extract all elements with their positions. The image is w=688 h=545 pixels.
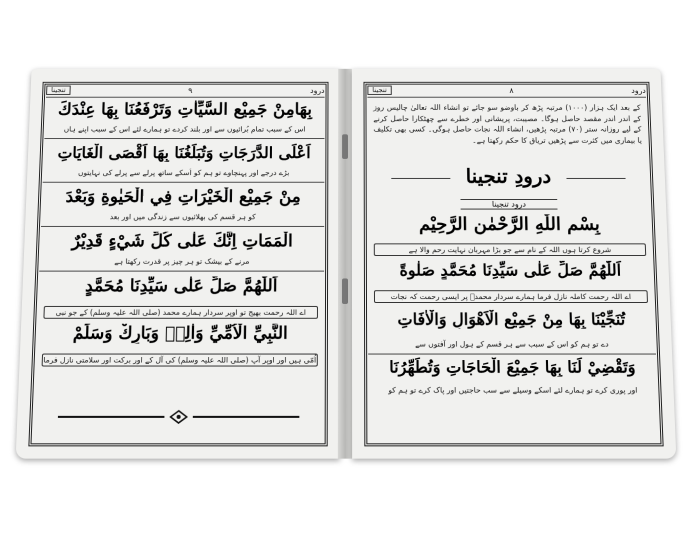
line-rule <box>41 226 324 227</box>
urdu-translation: بڑے درجے اور پہنچاوے تو ہم کو اُسکے ساتھ پرلے سے پرلے کی نہایتوں <box>77 168 290 177</box>
staple <box>342 134 348 159</box>
urdu-translation: اور پوری کرے تو ہمارے لئے اسکے وسیلے سے سب حاجتیں اور پاک کرے تو ہم کو <box>388 385 638 395</box>
line-rule <box>44 138 324 139</box>
staple <box>342 278 348 304</box>
header-right: درود <box>631 86 646 95</box>
arabic-line: النَّبِيِّ الْاُمِّيِّ وَاٰلِهٖ وَبَارِكْ وَسَلِّمْ <box>72 323 288 344</box>
urdu-translation: اے اللہ رحمت کاملہ نازل فرما ہمارے سردار محمدؐ پر ایسی رحمت کہ نجات <box>374 290 648 303</box>
arabic-line: بِسْمِ اللّٰهِ الرَّحْمٰنِ الرَّحِيْمِ <box>418 214 601 235</box>
arabic-line: الْمَمَاتِ اِنَّكَ عَلٰى كُلِّ شَيْءٍ قَدِيْرٌ <box>71 231 293 252</box>
urdu-translation: شروع کرتا ہوں اللہ کے نام سے جو بڑا مہربان نہایت رحم والا ہے <box>374 243 646 256</box>
left-page <box>16 69 341 459</box>
page-subtitle: درود تنجینا <box>460 199 557 210</box>
page-header <box>46 85 325 96</box>
intro-paragraph: کے بعد ایک ہزار (۱۰۰۰) مرتبہ پڑھ کر باوضو سو جائے تو انشاء اللہ تعالیٰ چالیس روز کے اندر اندر مقصد حاصل ہوگا۔ مصیبت، پریشانی اور خطرے سے چھٹکارا حاصل کرنے کے لیے روزانہ ستر (۷۰) مرتبہ پڑھیں، انشاء اللہ نجات حاصل ہوگی۔ کسی بھی تکلیف یا بیماری میں کثرت سے پڑھیں تریاق کا حکم رکھتا ہے۔ <box>373 103 642 145</box>
header-left: تنجینا <box>367 86 391 95</box>
header-rule <box>46 97 325 98</box>
arabic-line: اَعْلَى الدَّرَجَاتِ وَتُبَلِّغُنَا بِهَا اَقْصَى الْغَايَاتِ <box>57 143 311 162</box>
line-rule <box>43 182 325 183</box>
page-number: ۸ <box>509 86 514 95</box>
title-band <box>391 163 626 195</box>
ornament-icon <box>169 410 188 424</box>
header-left: تنجینا <box>46 86 71 95</box>
page-header <box>367 85 646 96</box>
line-rule <box>39 271 324 272</box>
urdu-translation: اُمّی ہیں اور اوپر آپ (صلی اللہ علیہ وسلم) کی آل کے اور برکت اور سلامتی نازل فرما <box>42 354 318 367</box>
urdu-translation: کو ہر قسم کی بھلائیوں سے زندگی میں اور بعد <box>109 212 256 222</box>
urdu-translation: مرنے کے بیشک تو ہر چیز پر قدرت رکھتا ہے <box>114 256 250 266</box>
page-title: درودِ تنجینا <box>465 164 552 188</box>
urdu-translation: اس کے سبب تمام بُرائیوں سے اور بلند کردے تو ہمارے لئے اس کے سبب اپنے ہاں <box>63 124 306 134</box>
title-deco-line <box>566 178 625 179</box>
ornament-line <box>58 416 165 418</box>
line-rule <box>368 354 656 355</box>
right-page <box>352 69 677 459</box>
urdu-translation: دے تو ہم کو اس کے سبب سے ہر قسم کے ہول اور آفتوں سے <box>415 339 609 349</box>
arabic-line: بِهَامِنْ جَمِيْعِ السَّيِّاٰتِ وَتَرْفَعُنَا بِهَا عِنْدَكَ <box>57 100 312 120</box>
arabic-line: وَتَقْضِيْ لَنَا بِهَا جَمِيْعَ الْحَاجَاتِ وَتُطَهِّرُنَا <box>389 357 636 377</box>
ornament-divider <box>58 410 300 424</box>
page-number: ۹ <box>188 86 193 95</box>
arabic-line: مِنْ جَمِيْعِ الْخَيْرَاتِ فِي الْحَيٰوةِ وَبَعْدَ <box>65 187 301 207</box>
arabic-line: تُنَجِّيْنَا بِهَا مِنْ جَمِيْعِ الْاَهْوَالِ وَالْاٰفَاتِ <box>397 309 626 329</box>
arabic-line: اَللّٰهُمَّ صَلِّ عَلٰى سَيِّدِنَا مُحَمَّدٍ صَلٰوةً <box>399 260 622 280</box>
open-booklet <box>15 69 676 467</box>
arabic-line: اَللّٰهُمَّ صَلِّ عَلٰى سَيِّدِنَا مُحَمَّدٍ <box>84 276 278 297</box>
ornament-line <box>193 416 300 418</box>
urdu-translation: اے اللہ رحمت بھیج تو اوپر سردار ہمارے محمد (صلی اللہ علیہ وسلم) کے جو نبی <box>43 306 318 319</box>
header-right: درود <box>310 86 325 95</box>
header-rule <box>367 97 646 98</box>
